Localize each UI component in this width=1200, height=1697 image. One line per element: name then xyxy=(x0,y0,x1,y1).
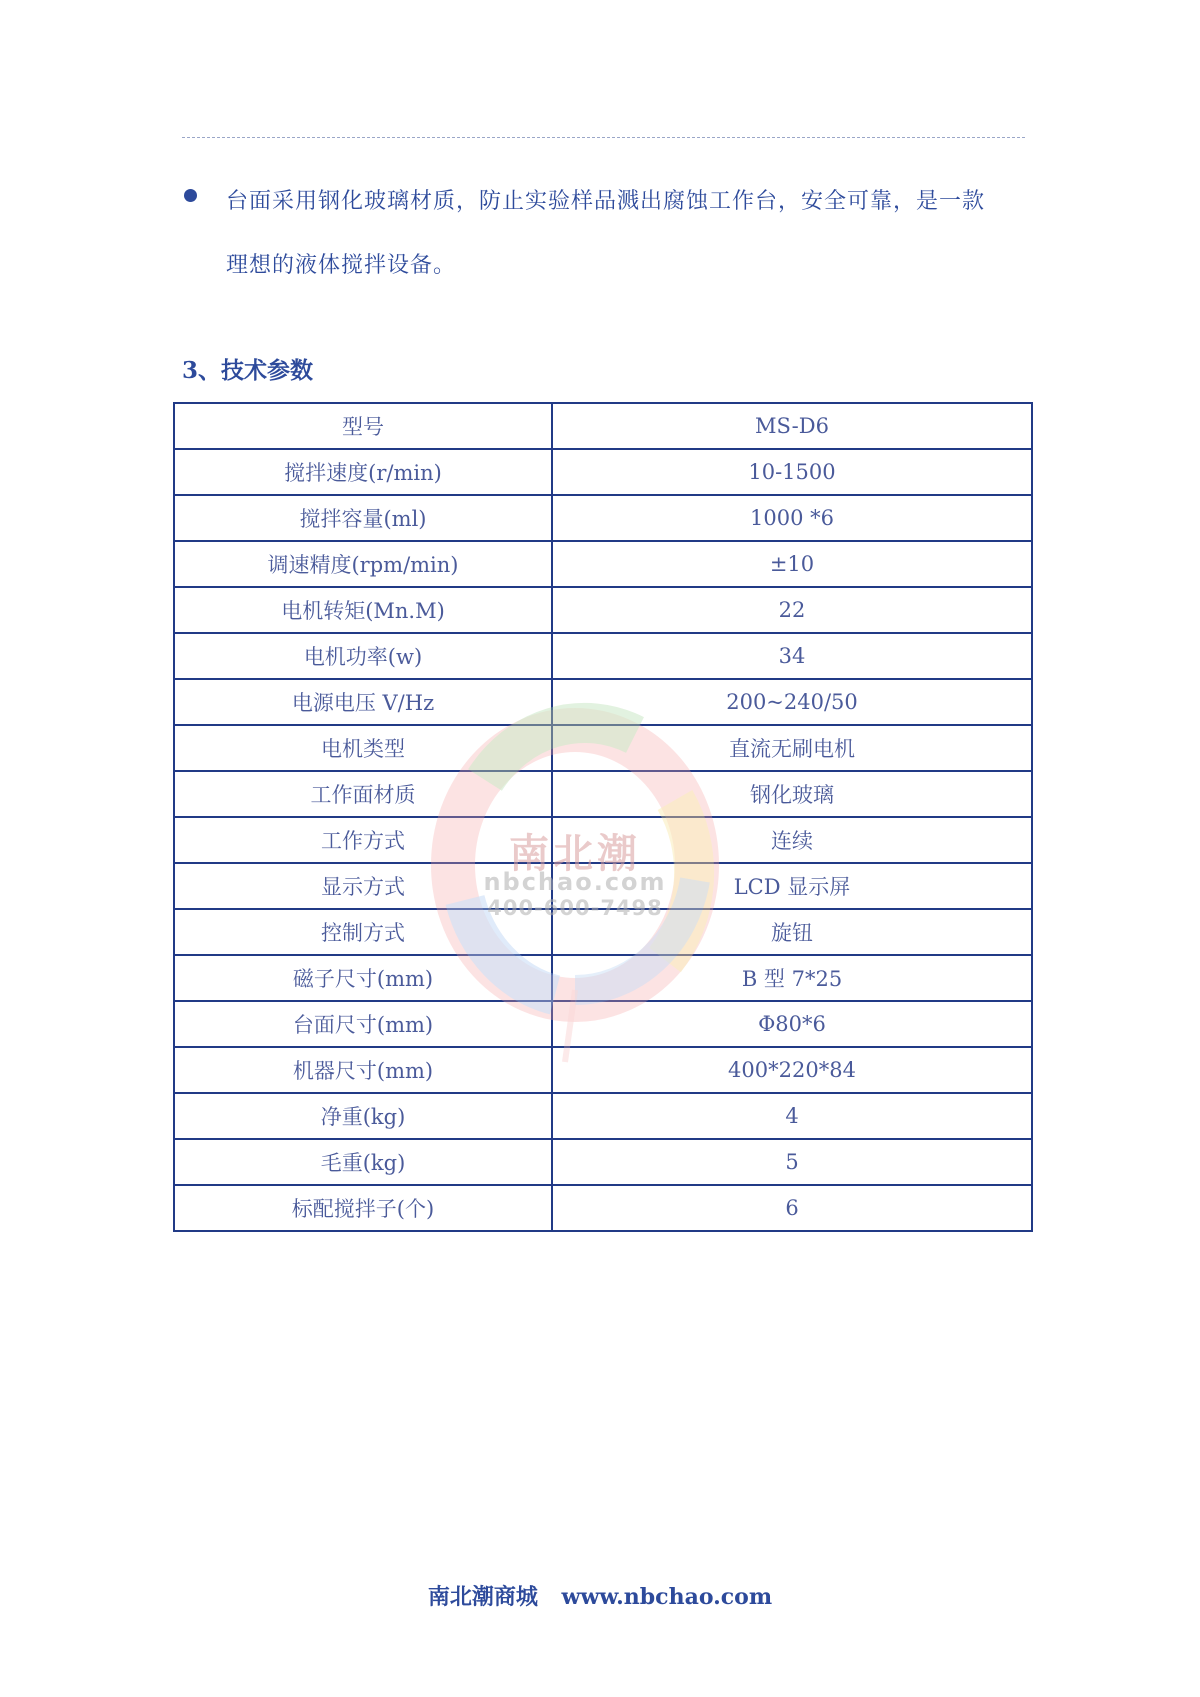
spec-value: 连续 xyxy=(552,817,1032,863)
spec-key: 控制方式 xyxy=(174,909,552,955)
spec-value: ±10 xyxy=(552,541,1032,587)
table-row xyxy=(174,495,1032,541)
spec-value: 22 xyxy=(552,587,1032,633)
bullet-dot xyxy=(184,189,197,202)
watermark-url: nbchao.com xyxy=(483,868,667,896)
spec-value: 400*220*84 xyxy=(552,1047,1032,1093)
table-row xyxy=(174,1093,1032,1139)
spec-value: 1000 *6 xyxy=(552,495,1032,541)
table-row xyxy=(174,771,1032,817)
table-row xyxy=(174,587,1032,633)
top-divider xyxy=(182,137,1025,138)
table-row xyxy=(174,863,1032,909)
spec-value: 直流无刷电机 xyxy=(552,725,1032,771)
table-row xyxy=(174,679,1032,725)
spec-key: 搅拌速度(r/min) xyxy=(174,449,552,495)
spec-key: 电机转矩(Mn.M) xyxy=(174,587,552,633)
spec-key: 电机类型 xyxy=(174,725,552,771)
spec-value: 6 xyxy=(552,1185,1032,1231)
table-row xyxy=(174,1139,1032,1185)
table-row xyxy=(174,1047,1032,1093)
spec-key: 毛重(kg) xyxy=(174,1139,552,1185)
page-footer xyxy=(0,1580,1200,1611)
watermark-phone: 400-600-7498 xyxy=(487,896,663,920)
spec-key: 型号 xyxy=(174,403,552,449)
spec-value: LCD 显示屏 xyxy=(552,863,1032,909)
description-paragraph xyxy=(226,170,1026,298)
spec-key: 调速精度(rpm/min) xyxy=(174,541,552,587)
table-row xyxy=(174,633,1032,679)
table-row xyxy=(174,1001,1032,1047)
spec-key: 工作方式 xyxy=(174,817,552,863)
paragraph-line-1: 台面采用钢化玻璃材质，防止实验样品溅出腐蚀工作台，安全可靠，是一款 xyxy=(226,189,986,214)
spec-value: B 型 7*25 xyxy=(552,955,1032,1001)
footer-url-link[interactable]: www.nbchao.com xyxy=(561,1584,773,1610)
spec-key: 标配搅拌子(个) xyxy=(174,1185,552,1231)
table-row xyxy=(174,817,1032,863)
table-row xyxy=(174,1185,1032,1231)
spec-value: 钢化玻璃 xyxy=(552,771,1032,817)
spec-value: 10-1500 xyxy=(552,449,1032,495)
spec-key: 电源电压 V/Hz xyxy=(174,679,552,725)
footer-store-name: 南北潮商城 xyxy=(427,1584,538,1610)
spec-value: 200~240/50 xyxy=(552,679,1032,725)
spec-value: 4 xyxy=(552,1093,1032,1139)
spec-value: 34 xyxy=(552,633,1032,679)
spec-key: 电机功率(w) xyxy=(174,633,552,679)
table-row xyxy=(174,541,1032,587)
table-row xyxy=(174,909,1032,955)
spec-key: 台面尺寸(mm) xyxy=(174,1001,552,1047)
paragraph-line-2: 理想的液体搅拌设备。 xyxy=(226,253,457,278)
spec-value: 旋钮 xyxy=(552,909,1032,955)
spec-value: 5 xyxy=(552,1139,1032,1185)
spec-key: 工作面材质 xyxy=(174,771,552,817)
spec-value: MS-D6 xyxy=(552,403,1032,449)
spec-key: 显示方式 xyxy=(174,863,552,909)
table-row xyxy=(174,449,1032,495)
table-row xyxy=(174,955,1032,1001)
spec-key: 机器尺寸(mm) xyxy=(174,1047,552,1093)
spec-value: Φ80*6 xyxy=(552,1001,1032,1047)
spec-key: 磁子尺寸(mm) xyxy=(174,955,552,1001)
section-heading: 3、技术参数 xyxy=(182,357,314,384)
spec-key: 净重(kg) xyxy=(174,1093,552,1139)
spec-key: 搅拌容量(ml) xyxy=(174,495,552,541)
spec-table xyxy=(173,402,1033,1232)
table-row xyxy=(174,403,1032,449)
table-row xyxy=(174,725,1032,771)
watermark-brand: 南北潮 xyxy=(509,831,641,877)
